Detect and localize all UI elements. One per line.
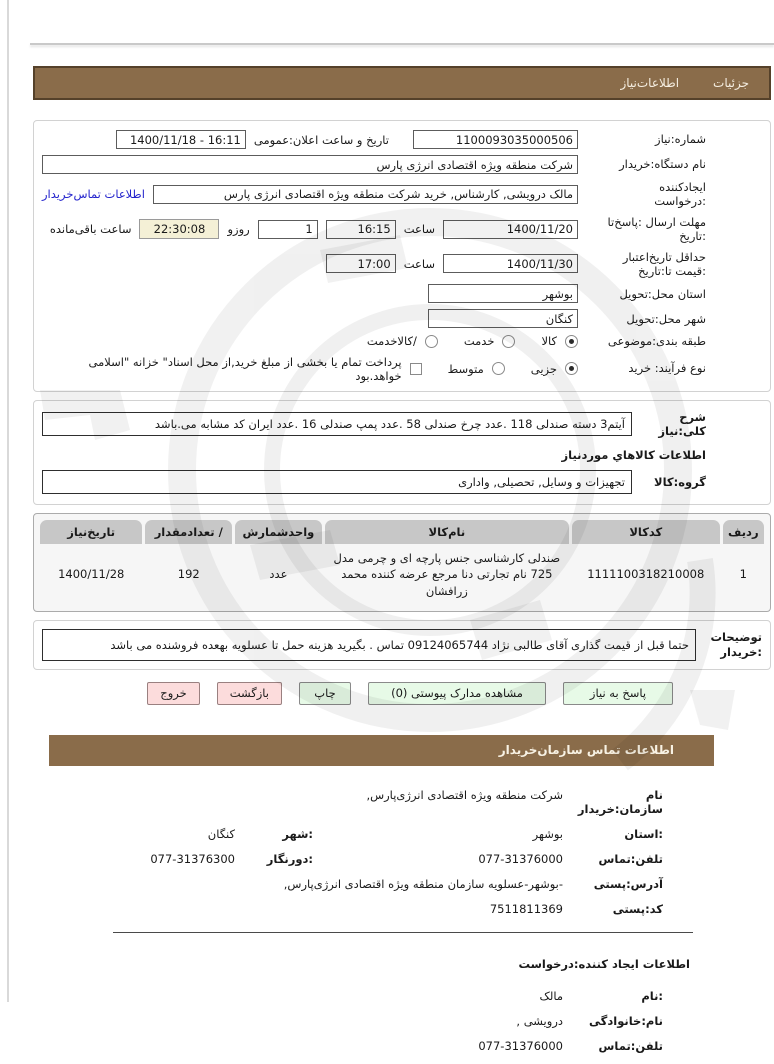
creator-family-value: درویشی , (313, 1014, 563, 1028)
days-remaining-field[interactable]: 1 (258, 220, 318, 239)
row-buyer-org (42, 155, 706, 174)
creator-label (586, 180, 706, 209)
row-creator-family (33, 1014, 663, 1028)
deadline-hour-label: ساعت (404, 222, 435, 236)
buyer-org-field[interactable]: شرکت منطقه ویژه اقتصادی انرژی پارس (42, 155, 578, 174)
buyer-notes-label (704, 630, 762, 659)
row-reply-deadline (42, 215, 706, 244)
deadline-label-line2: :تاریخ (679, 229, 706, 243)
validity-label-line2: :قیمت تا:تاریخ (638, 264, 706, 278)
view-attachments-button[interactable]: مشاهده مدارک پیوستی (0) (368, 682, 546, 705)
col-item-name: نام‌کالا (325, 520, 569, 544)
city-field[interactable]: کنگان (428, 309, 578, 328)
need-number-field[interactable]: 1100093035000506 (413, 130, 578, 149)
contact-phone-value: 077-31376000 (313, 852, 563, 866)
cell-row-index: 1 (723, 544, 764, 604)
tab-bar (33, 66, 771, 100)
row-org-name (33, 788, 663, 816)
goods-group-label: گروه:کالا (640, 475, 706, 489)
row-postal-code (33, 902, 663, 916)
postal-code-value: 7511811369 (313, 902, 563, 916)
process-label: نوع فرآیند: خرید (586, 361, 706, 375)
creator-field[interactable]: مالک درویشی, کارشناس, خرید شرکت منطقه ویژه اقتصادی انرژی پارس (153, 185, 578, 204)
creator-name-value: مالک (313, 989, 563, 1003)
need-description-label: شرح کلی:نیاز (640, 410, 706, 439)
row-phone-fax (33, 852, 663, 866)
main-content (33, 66, 771, 1064)
exit-button[interactable]: خروج (147, 682, 199, 705)
creator-info-heading: اطلاعات ایجاد کننده:درخواست (33, 957, 771, 971)
row-need-description (42, 410, 706, 439)
radio-service[interactable] (502, 335, 515, 348)
hours-remaining-label: ساعت باقی‌مانده (50, 222, 132, 236)
contact-fax-label: :دورنگار (235, 852, 313, 866)
cell-need-date: 1400/11/28 (40, 544, 142, 604)
announce-datetime-field[interactable]: 1400/11/18 - 16:11 (116, 130, 246, 149)
validity-date-field[interactable]: 1400/11/30 (443, 254, 578, 273)
row-buyer-notes (42, 629, 762, 661)
org-name-value: شرکت منطقه ویژه اقتصادی انرژی‌پارس, (313, 788, 563, 802)
org-name-label: نام سازمان:خریدار (563, 788, 663, 816)
row-address (33, 877, 663, 891)
col-row-index: ردیف (723, 520, 764, 544)
deadline-label-line1: مهلت ارسال :پاسخ‌تا (608, 215, 706, 229)
row-province-city (33, 827, 663, 841)
province-field[interactable]: بوشهر (428, 284, 578, 303)
row-province (42, 284, 706, 303)
need-description-field[interactable]: آیتم3 دسته صندلی 118 .عدد چرخ صندلی 58 .عدد پمپ صندلی 16 .عدد ایران کد مشابه می.باشد (42, 412, 632, 436)
goods-table (33, 513, 771, 611)
action-buttons (33, 682, 771, 705)
need-description-panel (33, 400, 771, 506)
contact-phone-label: تلفن:تماس (563, 852, 663, 866)
contact-city-label: :شهر (235, 827, 313, 841)
radio-goods-label: کالا (541, 334, 557, 348)
page-left-border (7, 0, 9, 1002)
buyer-notes-label-line1: توضیحات (711, 630, 763, 644)
radio-goods-service[interactable] (425, 335, 438, 348)
creator-label-line1: ایجادکننده (659, 180, 706, 194)
province-label: استان محل:تحویل (586, 287, 706, 301)
row-classification (42, 334, 706, 348)
buyer-notes-field[interactable]: حتما قبل از قیمت گذاری آقای طالبی نژاد 09124065744 تماس . بگیرید هزینه حمل تا عسلویه بهعده فروشنده می باشد (42, 629, 696, 661)
col-item-code: کدکالا (572, 520, 720, 544)
creator-family-label: نام:خانوادگی (563, 1014, 663, 1028)
radio-minor-label: جزیی (531, 362, 557, 376)
buyer-notes-label-line2: :خریدار (720, 645, 762, 659)
contact-section (33, 788, 771, 916)
radio-goods-service-label: /کالاخدمت (367, 334, 417, 348)
radio-service-label: خدمت (464, 334, 495, 348)
goods-info-heading: اطلاعات کالاهاي موردنياز (42, 448, 706, 462)
row-creator-phone (33, 1039, 663, 1053)
validity-label-line1: حداقل تاریخ‌اعتبار (623, 250, 706, 264)
countdown-timer: 22:30:08 (139, 219, 219, 239)
city-label: شهر محل:تحویل (586, 312, 706, 326)
deadline-label (586, 215, 706, 244)
need-form-panel (33, 120, 771, 392)
buyer-notes-panel (33, 620, 771, 670)
goods-group-field[interactable]: تجهیزات و وسایل, تحصیلی, واداری (42, 470, 632, 494)
row-process-type (42, 355, 706, 383)
deadline-date-field[interactable]: 1400/11/20 (443, 220, 578, 239)
row-creator-name (33, 989, 663, 1003)
radio-minor[interactable] (565, 362, 578, 375)
creator-phone-label: تلفن:تماس (563, 1039, 663, 1053)
contact-province-label: :استان (563, 827, 663, 841)
row-creator (42, 180, 706, 209)
tab-details[interactable]: جزئیات (713, 76, 749, 90)
radio-medium[interactable] (492, 362, 505, 375)
page-top-divider (30, 43, 774, 45)
contact-info-title: اطلاعات تماس سازمان‌خریدار (499, 743, 674, 757)
row-need-number (42, 130, 706, 149)
col-quantity: / تعدادمقدار (145, 520, 232, 544)
goods-table-header (40, 520, 764, 544)
section-divider (113, 932, 693, 933)
row-goods-group (42, 470, 706, 494)
cell-unit: عدد (235, 544, 322, 604)
cell-quantity: 192 (145, 544, 232, 604)
contact-province-value: بوشهر (313, 827, 563, 841)
radio-medium-label: متوسط (448, 362, 484, 376)
announce-label: تاریخ و ساعت اعلان:عمومی (254, 133, 389, 147)
print-button[interactable]: چاپ (299, 682, 351, 705)
tab-need-info[interactable]: اطلاعات‌نیاز (620, 76, 679, 90)
buyer-org-label: نام دستگاه:خریدار (586, 157, 706, 171)
creator-label-line2: :درخواست (654, 194, 706, 208)
contact-city-value: کنگان (125, 827, 235, 841)
cell-item-code: 1111100318210008 (572, 544, 720, 604)
treasury-checkbox[interactable] (410, 363, 422, 375)
table-row[interactable] (40, 544, 764, 604)
row-city (42, 309, 706, 328)
contact-info-bar (49, 735, 714, 766)
buyer-contact-link[interactable]: اطلاعات تماس‌خریدار (42, 187, 145, 201)
answer-need-button[interactable]: پاسخ به نیاز (563, 682, 673, 705)
validity-hour-label: ساعت (404, 257, 435, 271)
treasury-note: پرداخت تمام یا بخشی از مبلغ خرید,از محل اسناد" خزانه "اسلامی خواهد.بود (42, 355, 402, 383)
creator-phone-value: 077-31376000 (313, 1039, 563, 1053)
col-unit: واحدشمارش (235, 520, 322, 544)
deadline-time-field[interactable]: 16:15 (326, 220, 396, 239)
back-button[interactable]: بازگشت (217, 682, 282, 705)
classification-label: طبقه بندی:موضوعی (586, 334, 706, 348)
address-label: آدرس:پستی (563, 877, 663, 891)
creator-info-section (33, 989, 771, 1053)
contact-fax-value: 077-31376300 (125, 852, 235, 866)
creator-name-label: :نام (563, 989, 663, 1003)
cell-item-name: صندلی کارشناسی جنس پارچه ای و چرمی مدل 725 نام تجارتی دنا مرجع عرضه کننده محمد زرافشان (325, 544, 569, 604)
col-need-date: تاریخ‌نیاز (40, 520, 142, 544)
validity-time-field[interactable]: 17:00 (326, 254, 396, 273)
address-value: -بوشهر-عسلویه سازمان منطقه ویژه اقتصادی انرژی‌پارس, (203, 877, 563, 891)
need-number-label: شماره:نیاز (586, 132, 706, 146)
radio-goods[interactable] (565, 335, 578, 348)
row-price-validity (42, 250, 706, 279)
validity-label (586, 250, 706, 279)
day-and-label: روزو (227, 222, 249, 236)
postal-code-label: کد:پستی (563, 902, 663, 916)
